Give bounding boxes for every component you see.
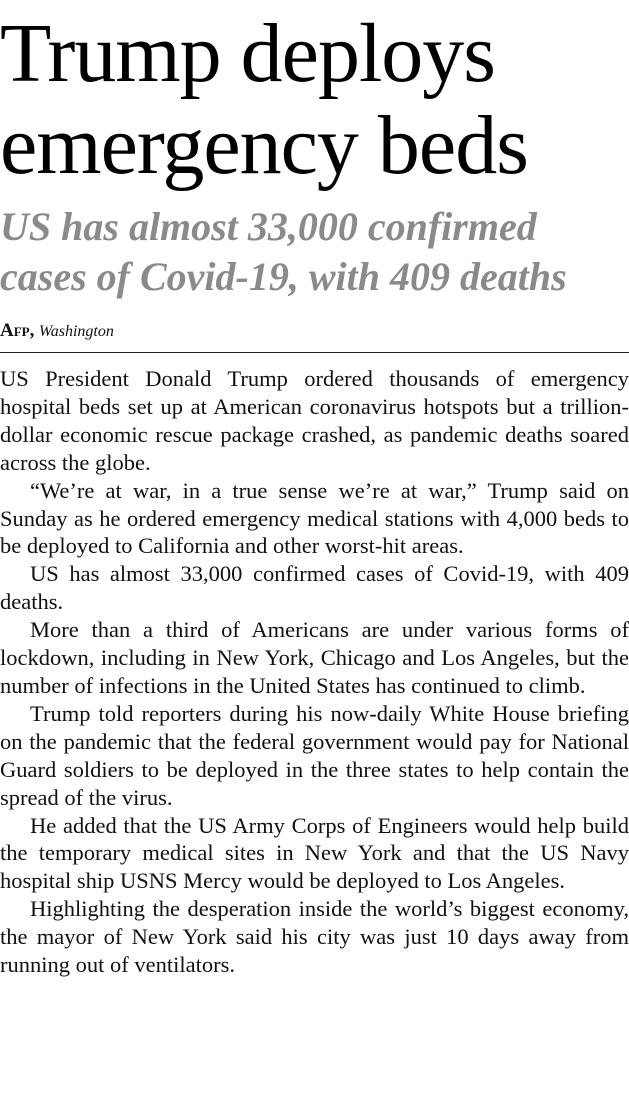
subheadline-line: cases of Covid-19, with 409 deaths: [0, 254, 567, 299]
article-paragraph: Trump told reporters during his now-daily White House briefing on the pandemic that the federal government would pay for National Guard soldiers to be deployed in the three states to help contain the spread of the virus.: [0, 700, 629, 810]
article-paragraph: More than a third of Americans are under various forms of lockdown, including in New York, Chicago and Los Angeles, but the number of infections in the United States has continued to climb.: [0, 617, 629, 698]
byline: [0, 318, 114, 344]
headline-line: emergency beds: [0, 99, 528, 192]
subheadline: [0, 202, 629, 302]
article-paragraph: US has almost 33,000 confirmed cases of Covid-19, with 409 deaths.: [0, 561, 629, 615]
article-paragraph: Highlighting the desperation inside the world’s biggest economy, the mayor of New York said his city was just 10 days away from running out of ventilators.: [0, 896, 629, 978]
article-paragraph: He added that the US Army Corps of Engineers would help build the temporary medical sites in New York and that the US Navy hospital ship USNS Mercy would be deployed to Los Angeles.: [0, 812, 629, 894]
article-body: [0, 365, 629, 979]
headline-line: Trump deploys: [0, 7, 495, 100]
byline-agency: Afp,: [0, 320, 35, 341]
article-paragraph: “We’re at war, in a true sense we’re at war,” Trump said on Sunday as he ordered emergency medical stations with 4,000 beds to be deployed to California and other worst-hit areas.: [0, 477, 629, 559]
headline: [0, 8, 629, 192]
byline-location: Washington: [38, 323, 114, 340]
byline-divider: [0, 352, 629, 353]
subheadline-line: US has almost 33,000 confirmed: [0, 204, 537, 249]
article-paragraph: US President Donald Trump ordered thousands of emergency hospital beds set up at American coronavirus hotspots but a trillion-dollar economic rescue package crashed, as pandemic deaths soared across the globe.: [0, 366, 629, 475]
